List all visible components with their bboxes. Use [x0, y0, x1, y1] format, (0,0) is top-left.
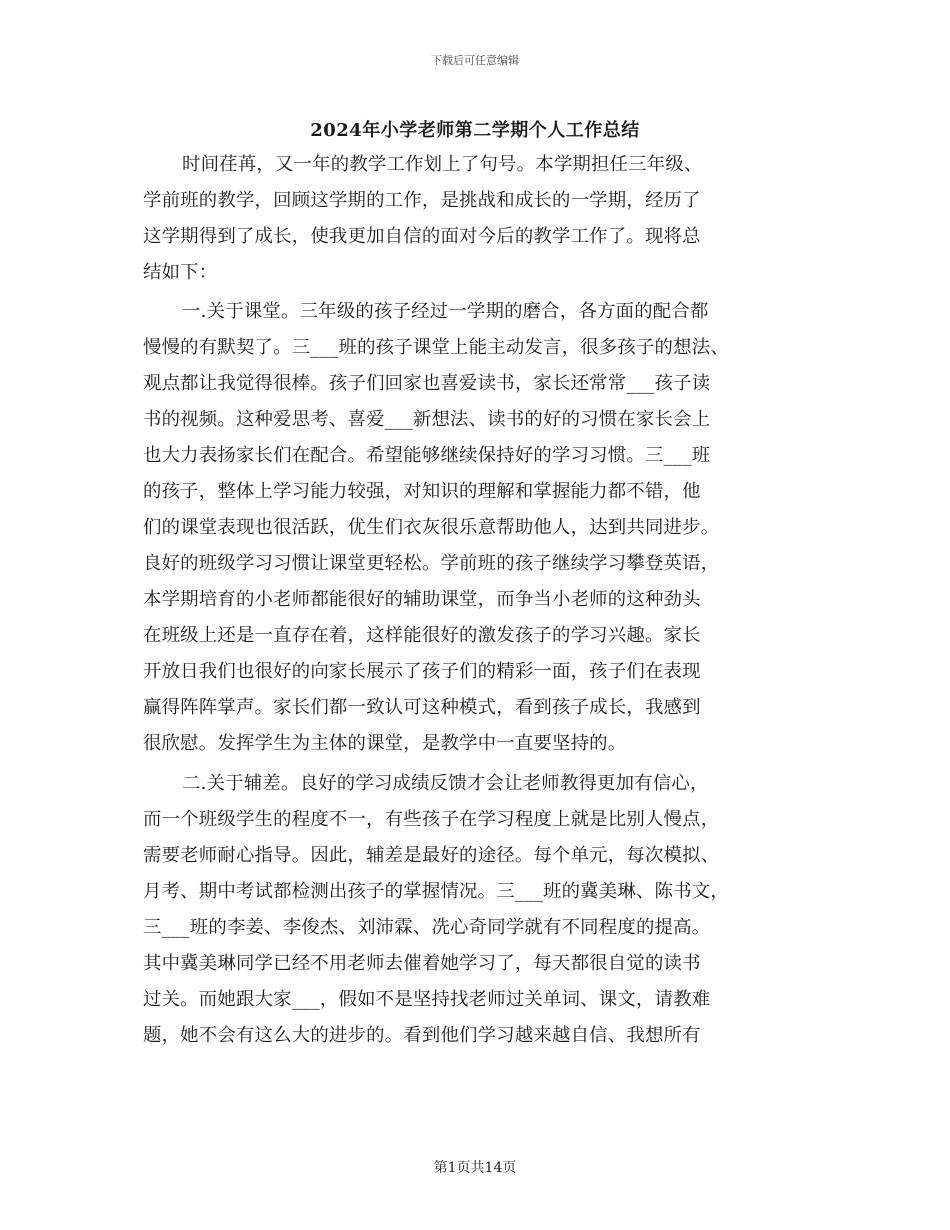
body-line: 三___班的李姜、李俊杰、刘沛霖、冼心奇同学就有不同程度的提高。 [143, 917, 711, 938]
body-line: 时间荏苒，又一年的教学工作划上了句号。本学期担任三年级、 [182, 154, 703, 175]
body-line: 观点都让我觉得很棒。孩子们回家也喜爱读书，家长还常常___孩子读 [143, 373, 711, 394]
body-line: 赢得阵阵掌声。家长们都一致认可这种模式，看到孩子成长，我感到 [143, 697, 701, 718]
body-line: 们的课堂表现也很活跃，优生们衣灰很乐意帮助他人，达到共同进步。 [143, 517, 720, 538]
body-line: 题，她不会有这么大的进步的。看到他们学习越来越自信、我想所有 [143, 1025, 701, 1046]
body-line: 月考、期中考试都检测出孩子的掌握情况。三___班的冀美琳、陈书文， [143, 881, 729, 902]
body-line: 的孩子，整体上学习能力较强，对知识的理解和掌握能力都不错，他 [143, 481, 701, 502]
body-line: 结如下： [143, 262, 218, 283]
page-header-note: 下载后可任意编辑 [431, 54, 519, 67]
body-line: 这学期得到了成长，使我更加自信的面对今后的教学工作了。现将总 [143, 226, 701, 247]
body-line: 慢慢的有默契了。三___班的孩子课堂上能主动发言，很多孩子的想法、 [143, 337, 729, 358]
body-line: 学前班的教学，回顾这学期的工作，是挑战和成长的一学期，经历了 [143, 190, 701, 211]
body-line: 开放日我们也很好的向家长展示了孩子们的精彩一面，孩子们在表现 [143, 661, 701, 682]
body-line: 其中冀美琳同学已经不用老师去催着她学习了，每天都很自觉的读书 [143, 953, 701, 974]
body-line: 也大力表扬家长们在配合。希望能够继续保持好的学习习惯。三___班 [143, 445, 711, 466]
body-line: 本学期培育的小老师都能很好的辅助课堂，而争当小老师的这种劲头 [143, 589, 701, 610]
page-number-footer: 第1页共14页 [433, 1160, 517, 1176]
body-line: 一.关于课堂。三年级的孩子经过一学期的磨合，各方面的配合都 [182, 301, 709, 322]
body-line: 良好的班级学习习惯让课堂更轻松。学前班的孩子继续学习攀登英语， [143, 553, 720, 574]
body-line: 很欣慰。发挥学生为主体的课堂，是教学中一直要坚持的。 [143, 733, 627, 754]
body-line: 过关。而她跟大家___，假如不是坚持找老师过关单词、课文，请教难 [143, 989, 711, 1010]
body-line: 在班级上还是一直存在着，这样能很好的激发孩子的学习兴趣。家长 [143, 625, 701, 646]
body-line: 书的视频。这种爱思考、喜爱___新想法、读书的好的习惯在家长会上 [143, 409, 711, 430]
body-line: 而一个班级学生的程度不一，有些孩子在学习程度上就是比别人慢点， [143, 809, 720, 830]
body-line: 需要老师耐心指导。因此，辅差是最好的途径。每个单元，每次模拟、 [143, 845, 720, 866]
document-title: 2024年小学老师第二学期个人工作总结 [310, 120, 640, 141]
body-line: 二.关于辅差。良好的学习成绩反馈才会让老师教得更加有信心， [182, 773, 709, 794]
